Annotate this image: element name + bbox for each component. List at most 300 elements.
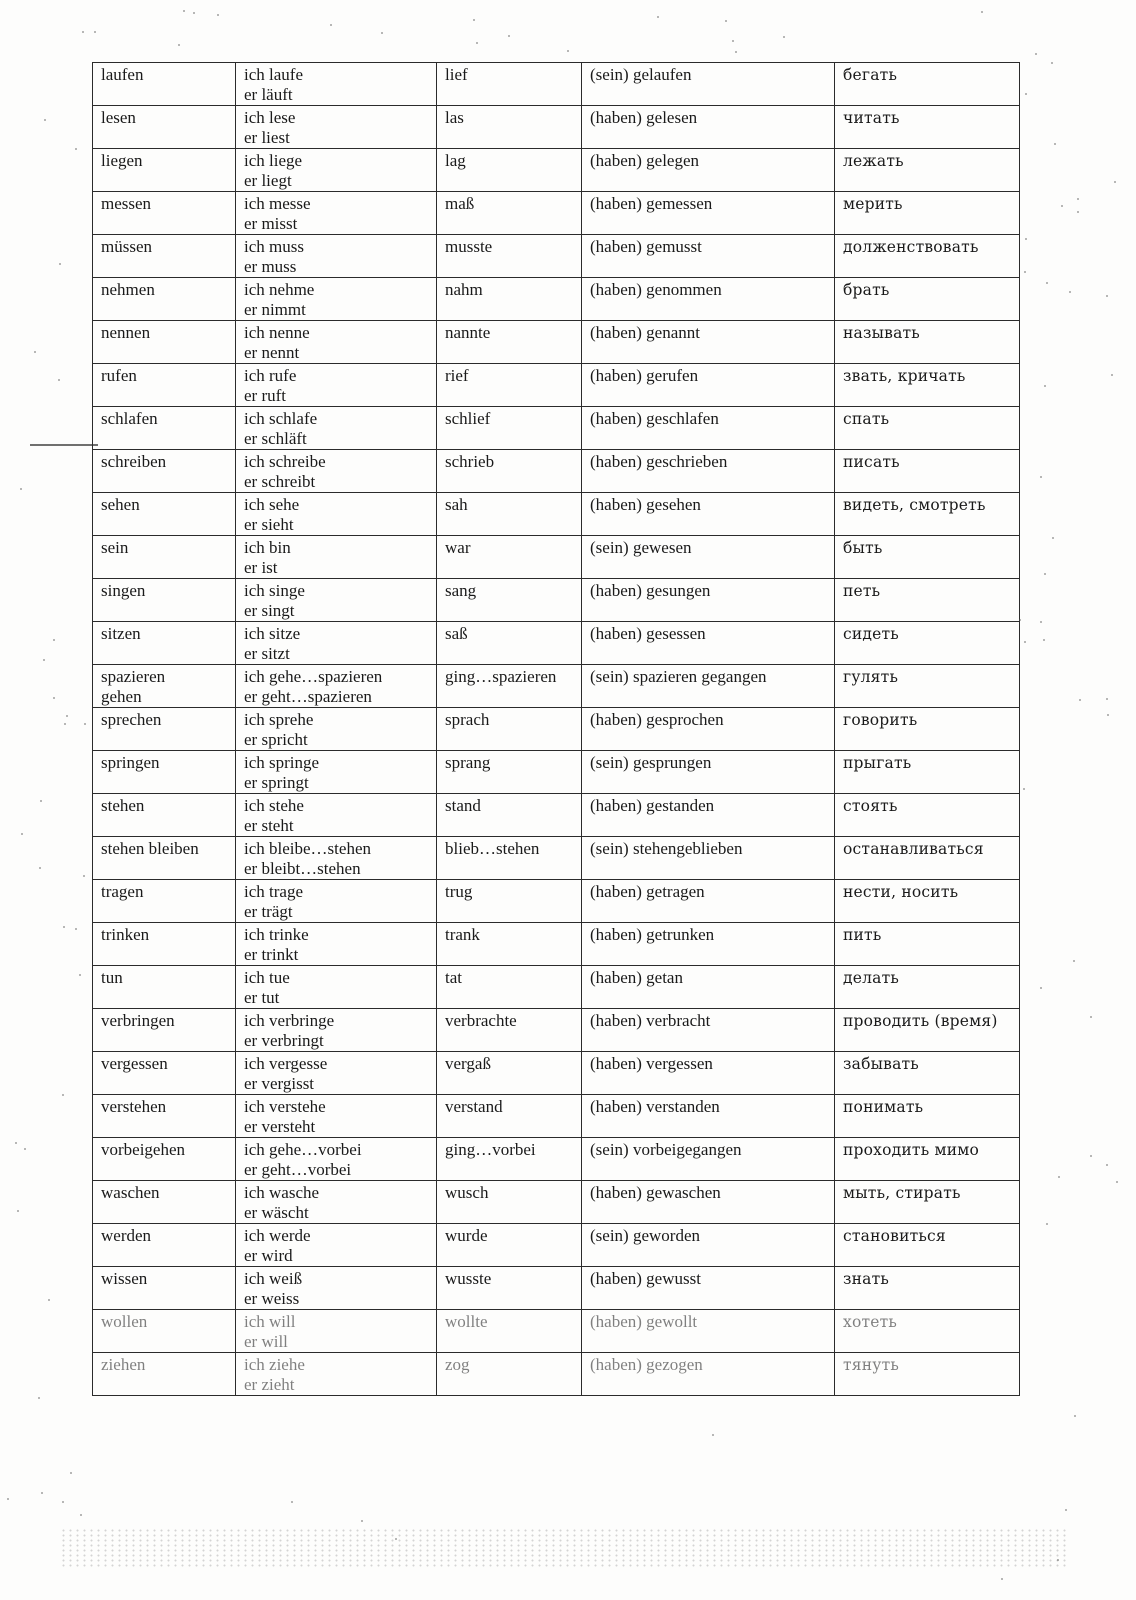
present-cell	[236, 149, 437, 192]
table-row	[93, 1095, 1020, 1138]
present-form-text: ich sitze	[244, 624, 301, 643]
participle-text: (haben) gewaschen	[590, 1183, 721, 1202]
scan-speck	[62, 1501, 64, 1503]
present-cell	[236, 794, 437, 837]
present-form-text: ich nenne	[244, 323, 310, 342]
scan-speck	[1079, 699, 1081, 701]
praeteritum-cell	[437, 1353, 582, 1396]
infinitive-cell	[93, 536, 236, 579]
scan-speck	[1114, 181, 1116, 183]
scan-speck	[1106, 698, 1108, 700]
participle-text: (haben) gemessen	[590, 194, 713, 213]
scan-speck	[44, 119, 46, 121]
russian-translation-cell	[835, 708, 1020, 751]
present-cell	[236, 1267, 437, 1310]
verb-table-body	[93, 63, 1020, 1396]
praeteritum-text: nahm	[445, 280, 483, 299]
table-row	[93, 192, 1020, 235]
table-row	[93, 1138, 1020, 1181]
scan-speck	[1051, 62, 1053, 64]
praeteritum-text: trug	[445, 882, 473, 901]
praeteritum-text: ging…vorbei	[445, 1140, 536, 1159]
table-row	[93, 794, 1020, 837]
scan-speck	[34, 351, 36, 353]
infinitive-cell	[93, 579, 236, 622]
participle-text: (haben) geschlafen	[590, 409, 719, 428]
present-form-text: er springt	[244, 773, 309, 792]
praeteritum-cell	[437, 1310, 582, 1353]
infinitive-cell	[93, 106, 236, 149]
infinitive-text: sprechen	[101, 710, 162, 729]
scan-speck	[183, 10, 185, 12]
infinitive-text: müssen	[101, 237, 152, 256]
russian-translation-text: видеть, смотреть	[843, 496, 986, 514]
participle-text: (haben) gesehen	[590, 495, 701, 514]
infinitive-text: schreiben	[101, 452, 167, 471]
present-cell	[236, 708, 437, 751]
russian-translation-cell	[835, 235, 1020, 278]
praeteritum-text: rief	[445, 366, 469, 385]
present-cell	[236, 536, 437, 579]
infinitive-cell	[93, 1095, 236, 1138]
table-row	[93, 364, 1020, 407]
present-form-text: ich liege	[244, 151, 303, 170]
scan-speck	[17, 1210, 19, 1212]
russian-translation-text: писать	[843, 453, 900, 471]
participle-text: (haben) gerufen	[590, 366, 699, 385]
russian-translation-text: гулять	[843, 668, 899, 686]
russian-translation-cell	[835, 1138, 1020, 1181]
present-form-text: er liegt	[244, 171, 292, 190]
infinitive-cell	[93, 450, 236, 493]
russian-translation-cell	[835, 923, 1020, 966]
praeteritum-cell	[437, 278, 582, 321]
margin-pen-stroke	[30, 444, 98, 446]
present-form-text: ich singe	[244, 581, 305, 600]
present-cell	[236, 880, 437, 923]
present-form-text: er läuft	[244, 85, 293, 104]
present-cell	[236, 1353, 437, 1396]
infinitive-cell	[93, 1267, 236, 1310]
participle-cell	[582, 794, 835, 837]
table-row	[93, 1052, 1020, 1095]
participle-text: (haben) vergessen	[590, 1054, 713, 1073]
praeteritum-text: lag	[445, 151, 466, 170]
infinitive-text: schlafen	[101, 409, 158, 428]
present-cell	[236, 1138, 437, 1181]
scan-speck	[1001, 1578, 1003, 1580]
present-form-text: er zieht	[244, 1375, 295, 1394]
scan-speck	[1024, 641, 1026, 643]
infinitive-cell	[93, 1009, 236, 1052]
participle-text: (haben) gesungen	[590, 581, 711, 600]
russian-translation-text: останавливаться	[843, 840, 984, 858]
present-cell	[236, 622, 437, 665]
scan-speck	[1040, 621, 1042, 623]
scan-speck	[62, 1094, 64, 1096]
scan-speck	[82, 31, 84, 33]
participle-text: (haben) genommen	[590, 280, 722, 299]
russian-translation-text: сидеть	[843, 625, 899, 643]
russian-translation-cell	[835, 1095, 1020, 1138]
scan-speck	[981, 11, 983, 13]
praeteritum-cell	[437, 880, 582, 923]
infinitive-text: sehen	[101, 495, 140, 514]
infinitive-cell	[93, 278, 236, 321]
infinitive-cell	[93, 966, 236, 1009]
scan-speck	[1111, 374, 1113, 376]
russian-translation-cell	[835, 106, 1020, 149]
scan-speck	[1024, 271, 1026, 273]
russian-translation-cell	[835, 536, 1020, 579]
praeteritum-cell	[437, 63, 582, 106]
scan-speck	[1090, 1016, 1092, 1018]
present-form-text: ich trinke	[244, 925, 309, 944]
participle-text: (haben) getrunken	[590, 925, 715, 944]
scan-speck	[476, 42, 478, 44]
russian-translation-cell	[835, 751, 1020, 794]
praeteritum-cell	[437, 1267, 582, 1310]
participle-text: (haben) gezogen	[590, 1355, 703, 1374]
praeteritum-text: musste	[445, 237, 493, 256]
participle-cell	[582, 364, 835, 407]
table-row	[93, 1224, 1020, 1267]
scan-speck	[193, 12, 195, 14]
table-row	[93, 1310, 1020, 1353]
infinitive-text: trinken	[101, 925, 150, 944]
russian-translation-text: знать	[843, 1270, 890, 1288]
praeteritum-cell	[437, 751, 582, 794]
infinitive-cell	[93, 1181, 236, 1224]
russian-translation-text: проводить (время)	[843, 1012, 998, 1030]
praeteritum-text: wurde	[445, 1226, 488, 1245]
infinitive-cell	[93, 1138, 236, 1181]
praeteritum-text: verstand	[445, 1097, 503, 1116]
scan-speck	[1052, 537, 1054, 539]
participle-text: (haben) verbracht	[590, 1011, 711, 1030]
table-row	[93, 407, 1020, 450]
russian-translation-cell	[835, 192, 1020, 235]
scan-speck	[1090, 1155, 1092, 1157]
scan-speck	[1069, 291, 1071, 293]
participle-text: (haben) gelegen	[590, 151, 700, 170]
present-cell	[236, 106, 437, 149]
infinitive-text: vergessen	[101, 1054, 168, 1073]
present-cell	[236, 235, 437, 278]
infinitive-text: nehmen	[101, 280, 155, 299]
scan-speck	[783, 36, 785, 38]
table-row	[93, 106, 1020, 149]
table-row	[93, 1181, 1020, 1224]
russian-translation-cell	[835, 450, 1020, 493]
scan-speck	[75, 148, 77, 150]
russian-translation-text: брать	[843, 281, 890, 299]
table-row	[93, 665, 1020, 708]
infinitive-cell	[93, 407, 236, 450]
infinitive-cell	[93, 1353, 236, 1396]
infinitive-cell	[93, 880, 236, 923]
participle-cell	[582, 1095, 835, 1138]
russian-translation-text: говорить	[843, 711, 918, 729]
scan-speck	[1044, 385, 1046, 387]
infinitive-text: verstehen	[101, 1097, 167, 1116]
infinitive-text: vorbeigehen	[101, 1140, 186, 1159]
russian-translation-text: проходить мимо	[843, 1141, 980, 1159]
present-cell	[236, 1052, 437, 1095]
participle-text: (haben) gestanden	[590, 796, 715, 815]
present-form-text: ich bin	[244, 538, 291, 557]
present-form-text: er ruft	[244, 386, 287, 405]
praeteritum-cell	[437, 966, 582, 1009]
present-form-text: ich rufe	[244, 366, 297, 385]
praeteritum-text: zog	[445, 1355, 470, 1374]
scan-speck	[43, 659, 45, 661]
participle-cell	[582, 1009, 835, 1052]
russian-translation-text: бегать	[843, 66, 898, 84]
praeteritum-cell	[437, 192, 582, 235]
present-form-text: ich tue	[244, 968, 290, 987]
present-form-text: er sitzt	[244, 644, 290, 663]
present-cell	[236, 1224, 437, 1267]
present-form-text: ich verbringe	[244, 1011, 335, 1030]
present-cell	[236, 579, 437, 622]
praeteritum-text: sprang	[445, 753, 491, 772]
scan-speck	[1106, 1164, 1108, 1166]
present-form-text: er will	[244, 1332, 288, 1351]
praeteritum-text: schrieb	[445, 452, 495, 471]
infinitive-text: ziehen	[101, 1355, 146, 1374]
russian-translation-text: забывать	[843, 1055, 919, 1073]
scan-speck	[40, 800, 42, 802]
present-cell	[236, 450, 437, 493]
table-row	[93, 622, 1020, 665]
present-form-text: er sieht	[244, 515, 294, 534]
russian-translation-text: мерить	[843, 195, 903, 213]
russian-translation-cell	[835, 622, 1020, 665]
scan-speck	[217, 14, 219, 16]
infinitive-text: wollen	[101, 1312, 148, 1331]
present-cell	[236, 63, 437, 106]
present-form-text: er versteht	[244, 1117, 316, 1136]
praeteritum-cell	[437, 794, 582, 837]
praeteritum-cell	[437, 450, 582, 493]
participle-text: (sein) gesprungen	[590, 753, 712, 772]
participle-cell	[582, 149, 835, 192]
scan-speck	[1025, 238, 1027, 240]
infinitive-cell	[93, 493, 236, 536]
scan-speck	[567, 50, 569, 52]
praeteritum-text: nannte	[445, 323, 491, 342]
praeteritum-text: trank	[445, 925, 480, 944]
present-form-text: ich trage	[244, 882, 303, 901]
participle-text: (sein) spazieren gegangen	[590, 667, 767, 686]
russian-translation-cell	[835, 278, 1020, 321]
russian-translation-cell	[835, 493, 1020, 536]
present-form-text: ich bleibe…stehen	[244, 839, 371, 858]
scan-speck	[732, 40, 734, 42]
participle-cell	[582, 665, 835, 708]
participle-text: (haben) gesessen	[590, 624, 706, 643]
scan-speck	[473, 19, 475, 21]
infinitive-cell	[93, 751, 236, 794]
present-cell	[236, 665, 437, 708]
russian-translation-text: прыгать	[843, 754, 912, 772]
russian-translation-text: называть	[843, 324, 920, 342]
infinitive-text: springen	[101, 753, 160, 772]
present-form-text: er singt	[244, 601, 295, 620]
scan-speck	[1044, 573, 1046, 575]
participle-cell	[582, 1353, 835, 1396]
scan-speck	[75, 928, 77, 930]
infinitive-text: spazieren	[101, 667, 166, 686]
participle-cell	[582, 192, 835, 235]
participle-cell	[582, 407, 835, 450]
russian-translation-cell	[835, 407, 1020, 450]
table-row	[93, 1353, 1020, 1396]
praeteritum-cell	[437, 622, 582, 665]
praeteritum-cell	[437, 407, 582, 450]
present-cell	[236, 192, 437, 235]
present-form-text: er bleibt…stehen	[244, 859, 361, 878]
present-form-text: er geht…vorbei	[244, 1160, 352, 1179]
scan-speck	[64, 723, 66, 725]
praeteritum-text: stand	[445, 796, 481, 815]
participle-text: (sein) gewesen	[590, 538, 692, 557]
infinitive-text: stehen bleiben	[101, 839, 199, 858]
russian-translation-cell	[835, 321, 1020, 364]
infinitive-text: nennen	[101, 323, 151, 342]
present-cell	[236, 493, 437, 536]
present-form-text: ich gehe…spazieren	[244, 667, 383, 686]
praeteritum-cell	[437, 1095, 582, 1138]
present-form-text: er nimmt	[244, 300, 306, 319]
scan-speck	[38, 1397, 40, 1399]
participle-text: (sein) geworden	[590, 1226, 700, 1245]
russian-translation-cell	[835, 794, 1020, 837]
praeteritum-text: war	[445, 538, 471, 557]
participle-text: (haben) gemusst	[590, 237, 702, 256]
participle-cell	[582, 622, 835, 665]
table-row	[93, 966, 1020, 1009]
present-form-text: ich nehme	[244, 280, 315, 299]
praeteritum-cell	[437, 149, 582, 192]
scan-speck	[53, 697, 55, 699]
scan-noise	[60, 1528, 1070, 1568]
praeteritum-cell	[437, 1009, 582, 1052]
present-form-text: ich gehe…vorbei	[244, 1140, 362, 1159]
infinitive-text: waschen	[101, 1183, 160, 1202]
scan-speck	[178, 44, 180, 46]
table-row	[93, 450, 1020, 493]
infinitive-cell	[93, 321, 236, 364]
present-form-text: ich sehe	[244, 495, 300, 514]
russian-translation-text: хотеть	[843, 1313, 898, 1331]
russian-translation-text: мыть, стирать	[843, 1184, 961, 1202]
present-form-text: er steht	[244, 816, 294, 835]
infinitive-text: singen	[101, 581, 146, 600]
infinitive-text: verbringen	[101, 1011, 175, 1030]
russian-translation-cell	[835, 1353, 1020, 1396]
praeteritum-text: wusch	[445, 1183, 489, 1202]
scan-speck	[330, 24, 332, 26]
scan-speck	[1077, 198, 1079, 200]
scan-speck	[1073, 960, 1075, 962]
infinitive-cell	[93, 794, 236, 837]
russian-translation-cell	[835, 1267, 1020, 1310]
scan-speck	[1046, 282, 1048, 284]
present-cell	[236, 407, 437, 450]
praeteritum-text: maß	[445, 194, 475, 213]
present-form-text: er tut	[244, 988, 280, 1007]
present-form-text: er trägt	[244, 902, 293, 921]
present-form-text: ich werde	[244, 1226, 311, 1245]
participle-cell	[582, 63, 835, 106]
table-row	[93, 149, 1020, 192]
russian-translation-cell	[835, 149, 1020, 192]
table-row	[93, 708, 1020, 751]
participle-cell	[582, 450, 835, 493]
praeteritum-cell	[437, 923, 582, 966]
praeteritum-text: wusste	[445, 1269, 492, 1288]
present-cell	[236, 1095, 437, 1138]
table-row	[93, 63, 1020, 106]
participle-cell	[582, 1052, 835, 1095]
scan-speck	[1107, 714, 1109, 716]
present-form-text: er wird	[244, 1246, 293, 1265]
scan-speck	[361, 1520, 363, 1522]
infinitive-cell	[93, 192, 236, 235]
scan-speck	[1116, 1181, 1118, 1183]
participle-cell	[582, 1181, 835, 1224]
scan-speck	[1019, 619, 1021, 621]
praeteritum-cell	[437, 1138, 582, 1181]
russian-translation-cell	[835, 665, 1020, 708]
table-row	[93, 837, 1020, 880]
infinitive-cell	[93, 1224, 236, 1267]
russian-translation-text: долженствовать	[843, 238, 979, 256]
scan-speck	[1046, 1223, 1048, 1225]
praeteritum-cell	[437, 1052, 582, 1095]
scan-speck	[1065, 1509, 1067, 1511]
participle-text: (haben) gesprochen	[590, 710, 724, 729]
scan-speck	[1057, 1559, 1059, 1561]
praeteritum-text: las	[445, 108, 464, 127]
present-form-text: ich muss	[244, 237, 304, 256]
infinitive-text: sein	[101, 538, 129, 557]
praeteritum-cell	[437, 321, 582, 364]
praeteritum-text: lief	[445, 65, 468, 84]
scan-speck	[20, 488, 22, 490]
table-row	[93, 751, 1020, 794]
present-form-text: ich schreibe	[244, 452, 326, 471]
praeteritum-cell	[437, 708, 582, 751]
participle-text: (haben) gewollt	[590, 1312, 698, 1331]
scan-speck	[39, 867, 41, 869]
infinitive-cell	[93, 364, 236, 407]
present-cell	[236, 364, 437, 407]
russian-translation-text: читать	[843, 109, 900, 127]
scan-speck	[63, 926, 65, 928]
present-cell	[236, 923, 437, 966]
present-cell	[236, 278, 437, 321]
table-row	[93, 278, 1020, 321]
participle-cell	[582, 837, 835, 880]
scan-speck	[735, 51, 737, 53]
participle-text: (haben) geschrieben	[590, 452, 728, 471]
participle-text: (haben) verstanden	[590, 1097, 720, 1116]
scan-speck	[41, 1492, 43, 1494]
participle-text: (haben) getragen	[590, 882, 705, 901]
